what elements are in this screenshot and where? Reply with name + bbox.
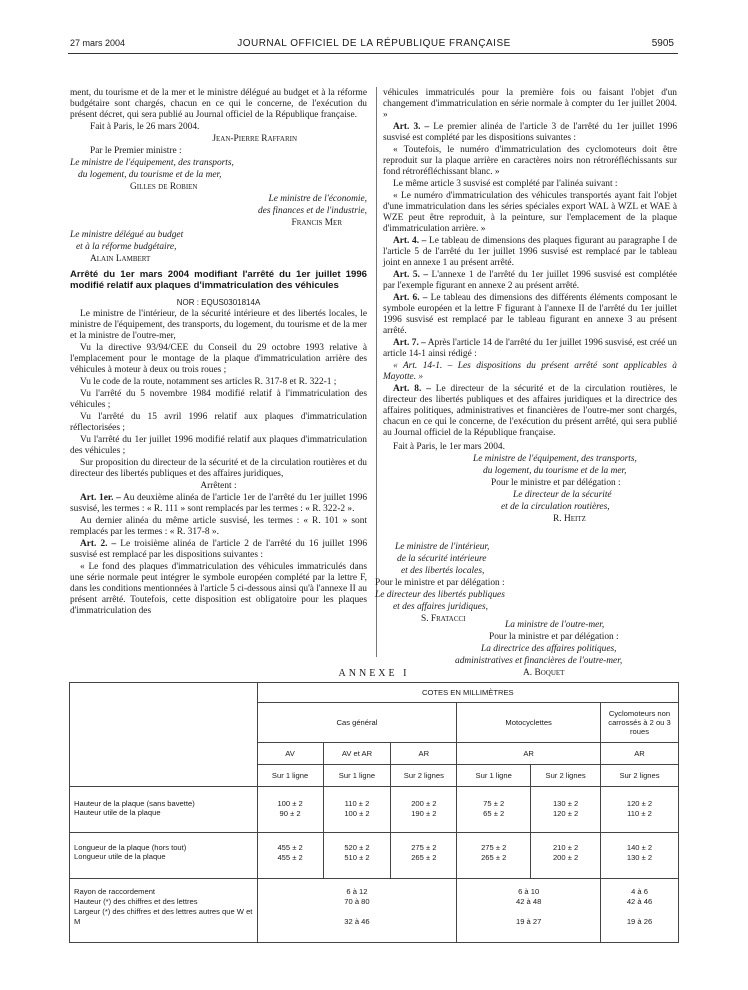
sur1-header: Sur 1 ligne — [323, 765, 391, 787]
intro-paragraph: ment, du tourisme et de la mer et le ministre délégué au budget et à la réforme budgétaire sont chargés, chacun en ce qui le concerne, de l'exécution du présent décret, qui sera publié au Journal officiel de la République française. — [70, 88, 367, 120]
article-label: Art. 3. – — [393, 122, 430, 132]
min-economie-1: Le ministre de l'économie, — [268, 194, 367, 204]
av-header: AV — [257, 743, 323, 765]
cell-value: 100 ± 2 — [277, 799, 303, 808]
cell-value: 42 à 48 — [515, 897, 542, 906]
article-5 — [383, 270, 677, 292]
ar-moto-header: AR — [457, 743, 601, 765]
sig-int-5: Le directeur des libertés publiques — [375, 590, 505, 600]
cell-value: 520 ± 2 — [344, 843, 370, 852]
quoted-paragraph: « Toutefois, le numéro d'immatriculation des cyclomoteurs doit être reproduit sur la plaque arrière en caractères noirs non rétroréfléchissants sur fond rétroréfléchissant blanc. » — [383, 145, 677, 177]
sig-equip-4: Le directeur de la sécurité — [513, 490, 612, 500]
article-label: Art. 4. – — [393, 236, 427, 246]
cotes-header: COTES EN MILLIMÈTRES — [257, 683, 678, 703]
cell-value: 510 ± 2 — [344, 853, 370, 862]
table-row — [70, 879, 679, 943]
cell-value: 90 ± 2 — [279, 809, 301, 818]
row-label-text: Hauteur de la plaque (sans bavette) — [74, 799, 195, 808]
sig-equip-3: Pour le ministre et par délégation : — [491, 478, 621, 488]
cell-value: 110 ± 2 — [627, 809, 652, 818]
cell-value: 275 ± 2 — [481, 843, 507, 852]
cell-value: 65 ± 2 — [483, 809, 505, 818]
quoted-paragraph: « Le numéro d'immatriculation des véhicules transportés ayant fait l'objet d'une immatriculation dans les séries spéciales export WAL à WZL et WAE à WZE peut être reproduit, à la peinture, sur l'emplacement de la plaque d'immatriculation arrière. » — [383, 191, 677, 234]
cell-value: 70 à 80 — [344, 897, 370, 906]
arretent: Arrêtent : — [200, 481, 237, 491]
table-row — [70, 787, 679, 833]
article-text: Le troisième alinéa de l'article 2 de l'arrêté du 16 juillet 1996 susvisé est remplacé par les dispositions suivantes : — [70, 539, 368, 560]
paragraph: Au dernier alinéa du même article susvisé, les termes : « R. 101 » sont remplacés par les termes : « R. 317-8 ». — [70, 516, 367, 537]
article-text: Le tableau de dimensions des plaques figurant au paragraphe I de l'article 5 de l'arrêté du 1er juillet 1996 susvisé est remplacé par le tableau joint en annexe 1 au présent arrêté. — [383, 236, 677, 268]
signature-robien: Gilles de Robien — [130, 182, 198, 192]
row-label — [70, 879, 258, 943]
cell-value: 265 ± 2 — [481, 853, 507, 862]
par-premier-ministre: Par le Premier ministre : — [90, 146, 182, 156]
cell-value: 120 ± 2 — [626, 799, 653, 808]
paragraph: Le même article 3 susvisé est complété par l'alinéa suivant : — [393, 179, 618, 189]
table-cell — [257, 879, 457, 943]
min-budget-2: et à la réforme budgétaire, — [76, 242, 177, 252]
paragraph: Vu le code de la route, notamment ses articles R. 317-8 et R. 322-1 ; — [80, 377, 337, 387]
cell-value: 19 à 26 — [626, 917, 653, 926]
av-ar-header: AV et AR — [323, 743, 391, 765]
sur1-header: Sur 1 ligne — [257, 765, 323, 787]
journal-title: JOURNAL OFFICIEL DE LA RÉPUBLIQUE FRANÇAISE — [237, 38, 511, 49]
table-cell — [323, 787, 391, 833]
article-label: Art. 2. – — [80, 539, 117, 549]
cell-value: 75 ± 2 — [483, 799, 505, 808]
table-cell — [391, 833, 457, 879]
table-cell — [257, 787, 323, 833]
sig-equip-1: Le ministre de l'équipement, des transports, — [473, 454, 637, 464]
cell-value: 100 ± 2 — [344, 809, 370, 818]
cas-general-header: Cas général — [257, 703, 457, 743]
signature-heitz: R. Heitz — [553, 514, 586, 524]
table-cell — [601, 879, 679, 943]
sig-om-3: La directrice des affaires politiques, — [481, 644, 617, 654]
row-label-text: Hauteur utile de la plaque — [74, 808, 161, 817]
table-cell — [257, 833, 323, 879]
article-8 — [383, 384, 677, 439]
row-label-text: Largeur (*) des chiffres et des lettres autres que W et M — [74, 907, 253, 926]
min-equipement-2: du logement, du tourisme et de la mer, — [78, 170, 222, 180]
article-3 — [383, 122, 677, 144]
min-budget-1: Le ministre délégué au budget — [70, 230, 184, 240]
signature-lambert: Alain Lambert — [90, 254, 151, 264]
article-text: Le directeur de la sécurité et de la circulation routières, le directeur des libertés publiques et des affaires juridiques et la directrice des affaires politiques, administratives et financières de l'outre-mer sont chargés, chacun en ce qui le concerne, de l'exécution du présent arrêté, qui sera publié au Journal officiel de la République française. — [383, 384, 677, 438]
left-column — [70, 88, 367, 618]
article-label: Art. 7. – — [393, 338, 426, 348]
table-row — [70, 833, 679, 879]
continuation-paragraph: véhicules immatriculés pour la première fois ou faisant l'objet d'un changement d'immatriculation en série normale à compter du 1er juillet 2004. » — [383, 88, 677, 120]
row-label — [70, 833, 258, 879]
cell-value: 32 à 46 — [344, 917, 370, 926]
article-4 — [383, 236, 677, 269]
sig-int-1: Le ministre de l'intérieur, — [395, 542, 490, 552]
cell-value: 210 ± 2 — [552, 843, 579, 852]
cell-value: 6 à 10 — [518, 887, 540, 896]
row-label-text: Rayon de raccordement — [74, 887, 156, 896]
cell-value: 140 ± 2 — [626, 843, 653, 852]
table-cell — [391, 787, 457, 833]
paragraph: Vu la directive 93/94/CEE du Conseil du 29 octobre 1993 relative à l'emplacement pour le montage de la plaque d'immatriculation arrière des véhicules à moteur à deux ou trois roues ; — [70, 343, 367, 375]
sig-int-2: de la sécurité intérieure — [397, 554, 487, 564]
nor-reference: NOR : EQUS0301814A — [176, 298, 261, 307]
cyclomoteurs-header: Cyclomoteurs non carrossés à 2 ou 3 roues — [601, 703, 679, 743]
cell-value: 455 ± 2 — [277, 853, 303, 862]
cell-value: 275 ± 2 — [411, 843, 437, 852]
paragraph: Vu l'arrêté du 5 novembre 1984 modifié relatif à l'immatriculation des véhicules ; — [70, 389, 367, 410]
cell-value: 200 ± 2 — [552, 853, 579, 862]
header-date: 27 mars 2004 — [70, 38, 126, 48]
annexe-title: ANNEXE I — [338, 668, 410, 679]
paragraph: Le ministre de l'intérieur, de la sécurité intérieure et des libertés locales, le ministre de l'équipement, des transports, du logement, du tourisme et de la mer et la ministre de l'outre-mer, — [70, 309, 367, 341]
table-cell — [457, 833, 531, 879]
table-cell — [601, 833, 679, 879]
row-label-text: Longueur de la plaque (hors tout) — [74, 843, 187, 852]
cell-value: 130 ± 2 — [552, 799, 579, 808]
fait-line: Fait à Paris, le 1er mars 2004. — [393, 442, 505, 452]
cell-value: 4 à 6 — [631, 887, 648, 896]
signature-block-interieur — [375, 542, 675, 626]
cell-value: 455 ± 2 — [277, 843, 303, 852]
sur2-header: Sur 2 lignes — [391, 765, 457, 787]
article-label: Art. 8. – — [393, 384, 431, 394]
ar-cyclo-header: AR — [601, 743, 679, 765]
cell-value: 130 ± 2 — [626, 853, 653, 862]
article-label: Art. 5. – — [393, 270, 429, 280]
paragraph: Sur proposition du directeur de la sécurité et de la circulation routières et du directeur des libertés publiques et des affaires juridiques, — [70, 458, 367, 479]
paragraph: Vu l'arrêté du 15 avril 1996 relatif aux plaques d'immatriculation réflectorisées ; — [70, 412, 367, 433]
sig-equip-5: et de la circulation routières, — [501, 502, 610, 512]
row-label — [70, 787, 258, 833]
min-equipement-1: Le ministre de l'équipement, des transports, — [70, 158, 234, 168]
sig-equip-2: du logement, du tourisme et de la mer, — [483, 466, 627, 476]
header-rule — [68, 53, 678, 54]
sur2-header: Sur 2 lignes — [531, 765, 601, 787]
cell-value: 110 ± 2 — [344, 799, 370, 808]
page-number: 5905 — [651, 38, 674, 49]
article-7 — [383, 338, 677, 360]
sig-int-4: Pour le ministre et par délégation : — [375, 578, 505, 588]
cell-value: 200 ± 2 — [411, 799, 437, 808]
motocyclettes-header: Motocyclettes — [457, 703, 601, 743]
arrete-title: Arrêté du 1er mars 2004 modifiant l'arrêté du 1er juillet 1996 modifié relatif aux plaques d'immatriculation des véhicules — [70, 269, 367, 291]
article-2 — [70, 539, 367, 561]
right-column — [383, 88, 677, 526]
table-cell — [531, 833, 601, 879]
cell-value: 42 à 46 — [626, 897, 653, 906]
sig-om-4: administratives et financières de l'outre-mer, — [455, 656, 623, 666]
table-cell — [457, 787, 531, 833]
cell-value: 190 ± 2 — [411, 809, 437, 818]
article-label: Art. 1er. – — [80, 493, 121, 503]
page-header — [0, 38, 748, 54]
article-text: Après l'article 14 de l'arrêté du 1er juillet 1996 susvisé, est créé un article 14-1 ainsi rédigé : — [383, 338, 677, 359]
article-text: L'annexe 1 de l'arrêté du 1er juillet 1996 susvisé est complétée par l'exemple figurant en annexe 2 au présent arrêté. — [383, 270, 678, 291]
min-economie-2: des finances et de l'industrie, — [257, 206, 367, 216]
article-text: Le premier alinéa de l'article 3 de l'arrêté du 1er juillet 1996 susvisé est complété par les dispositions suivantes : — [383, 122, 678, 143]
cell-value: 120 ± 2 — [552, 809, 579, 818]
ar-header: AR — [391, 743, 457, 765]
empty-header-cell — [70, 683, 258, 787]
quoted-paragraph: « Art. 14-1. – Les dispositions du présent arrêté sont applicables à Mayotte. » — [383, 361, 677, 382]
row-label-text: Longueur utile de la plaque — [74, 852, 166, 861]
sig-int-3: et des libertés locales, — [401, 566, 485, 576]
article-1 — [70, 493, 367, 515]
sur2-header: Sur 2 lignes — [601, 765, 679, 787]
signature-raffarin: Jean-Pierre Raffarin — [212, 134, 297, 144]
fait-line: Fait à Paris, le 26 mars 2004. — [90, 122, 200, 132]
sig-int-6: et des affaires juridiques, — [393, 602, 488, 612]
paragraph: Vu l'arrêté du 1er juillet 1996 modifié relatif aux plaques d'immatriculation des véhicules ; — [70, 435, 367, 456]
article-text: Au deuxième alinéa de l'article 1er de l'arrêté du 1er juillet 1996 susvisé, les termes : « R. 111 » sont remplacés par les termes : « R. 322-2 ». — [70, 493, 368, 514]
row-label-text: Hauteur (*) des chiffres et des lettres — [74, 897, 198, 906]
cell-value: 6 à 12 — [346, 887, 368, 896]
sur1-header: Sur 1 ligne — [457, 765, 531, 787]
table-cell — [601, 787, 679, 833]
cell-value: 265 ± 2 — [411, 853, 437, 862]
signature-boquet: A. Boquet — [523, 668, 565, 678]
signature-mer: Francis Mer — [291, 218, 342, 228]
sig-om-1: La ministre de l'outre-mer, — [505, 620, 605, 630]
signature-fratacci: S. Fratacci — [421, 614, 466, 624]
quoted-paragraph: « Le fond des plaques d'immatriculation des véhicules immatriculés dans une série normale peut intégrer le symbole européen complété par la lettre F, dans les conditions mentionnées à l'article 5 ci-dessous ainsi qu'à l'annexe II au présent arrêté. Toutefois, cette disposition est obligatoire pour les plaques d'immatriculation des — [70, 562, 367, 616]
table-cell — [323, 833, 391, 879]
article-text: Le tableau des dimensions des différents éléments composant le symbole européen et la lettre F figurant à l'annexe II de l'arrêté du 1er juillet 1996 susvisé est remplacé par le tableau figurant en annexe 3 au présent arrêté. — [383, 293, 677, 336]
table-cell — [457, 879, 601, 943]
article-6 — [383, 293, 677, 337]
table-cell — [531, 787, 601, 833]
annexe-table — [69, 682, 679, 943]
sig-om-2: Pour la ministre et par délégation : — [489, 632, 619, 642]
cell-value: 19 à 27 — [515, 917, 542, 926]
article-label: Art. 6. – — [393, 293, 428, 303]
